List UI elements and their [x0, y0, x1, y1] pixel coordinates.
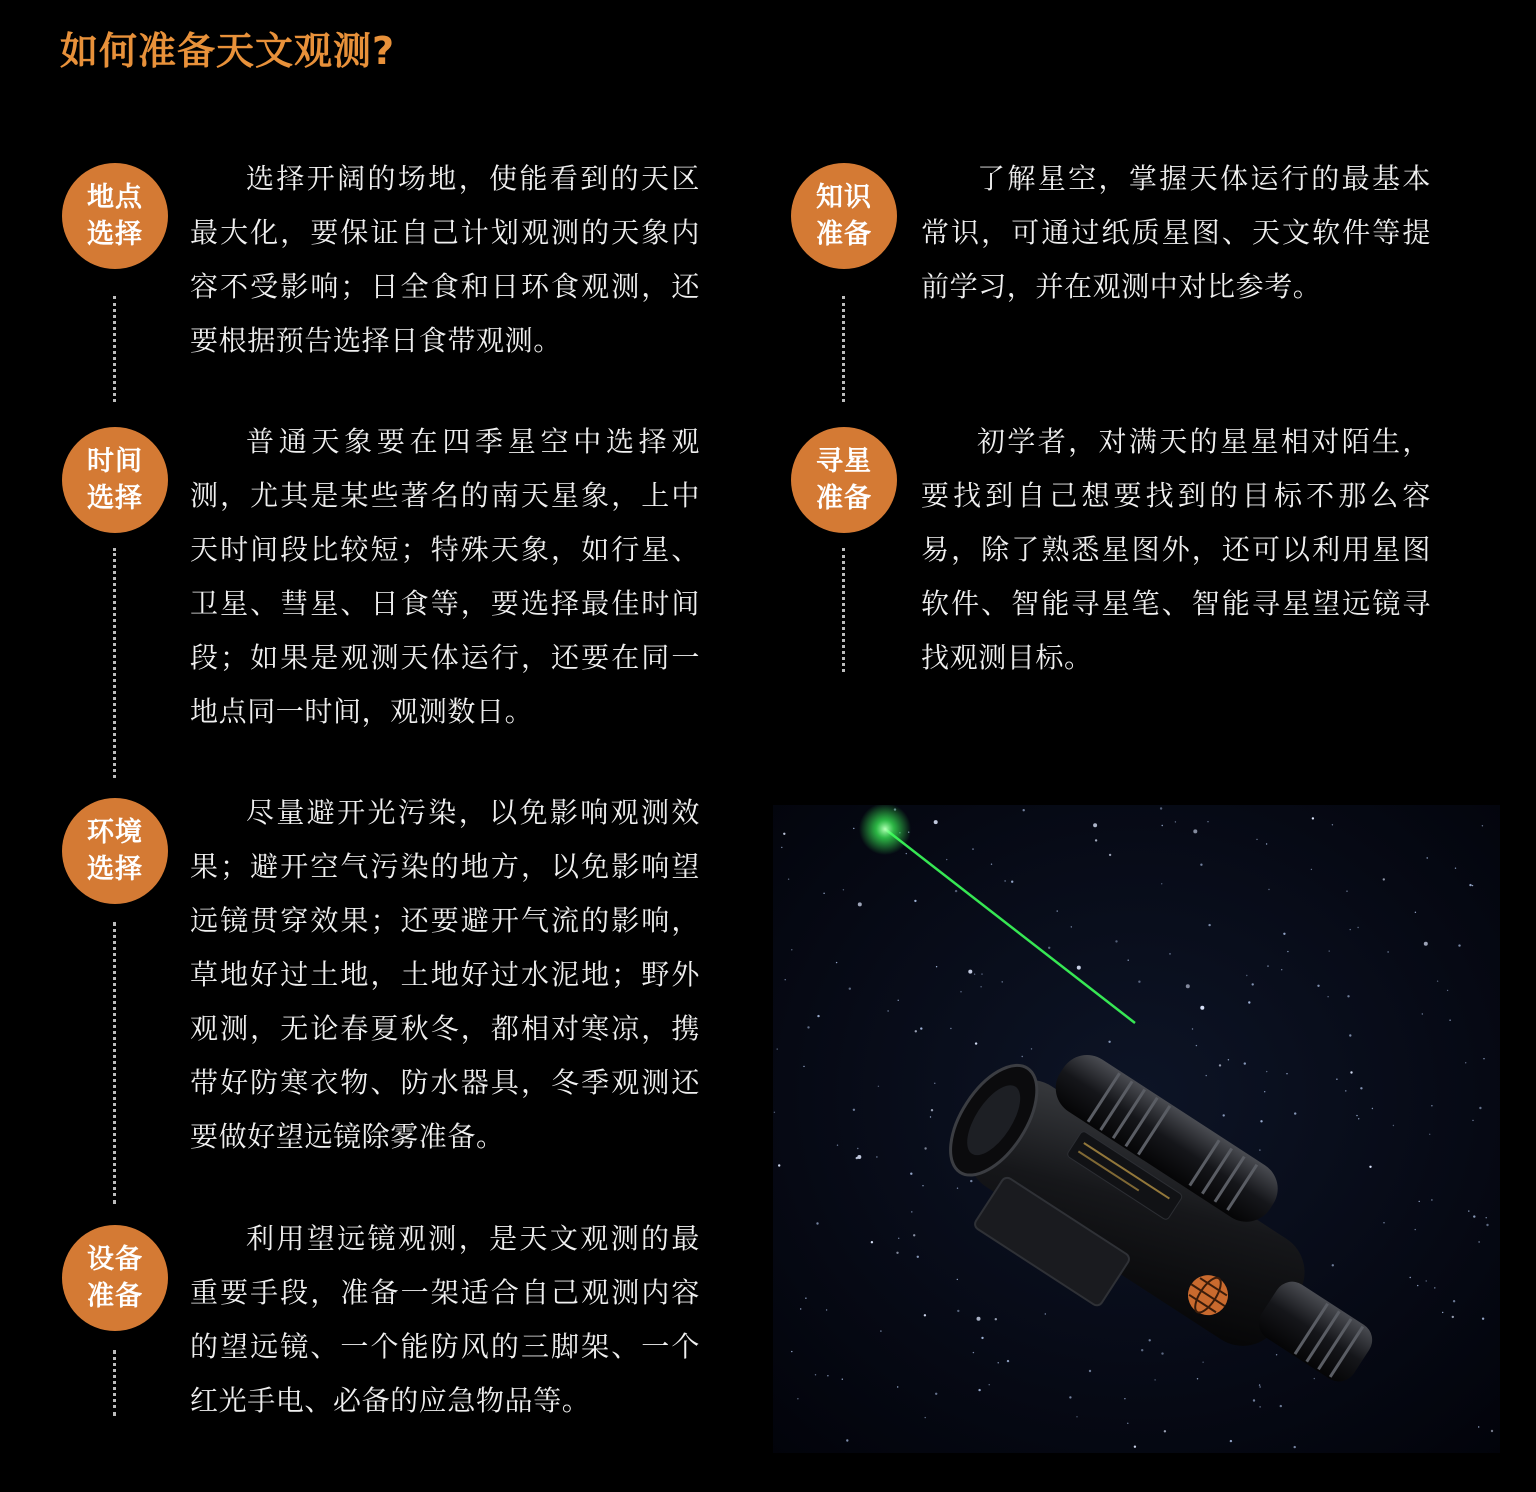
star: [1431, 1199, 1432, 1200]
star: [1473, 1215, 1475, 1217]
star: [1286, 1073, 1287, 1074]
star: [897, 1386, 898, 1387]
star: [1287, 951, 1288, 952]
star: [1294, 1446, 1296, 1448]
star: [1358, 1118, 1359, 1119]
star: [803, 1066, 804, 1067]
star: [898, 1000, 899, 1001]
star: [826, 1309, 827, 1310]
star: [1453, 1300, 1455, 1302]
star: [791, 949, 792, 950]
star: [1349, 1034, 1351, 1036]
star: [849, 988, 851, 990]
star: [1141, 1349, 1143, 1351]
star: [791, 1351, 792, 1352]
star: [920, 1027, 922, 1029]
star: [797, 1398, 798, 1399]
star: [871, 1241, 873, 1243]
star: [1393, 1125, 1394, 1126]
section-star-finding-text: 初学者，对满天的星星相对陌生，要找到自己想要找到的目标不那么容易，除了熟悉星图外，还可以利用星图软件、智能寻星笔、智能寻星望远镜寻找观测目标。: [921, 425, 1431, 674]
star: [1186, 984, 1190, 988]
star: [777, 1048, 778, 1049]
badge-knowledge: [791, 163, 897, 269]
star: [1011, 881, 1013, 883]
star: [1161, 883, 1162, 884]
star: [1482, 825, 1483, 826]
star: [853, 828, 854, 829]
badge-location: [62, 163, 168, 269]
badge-environment-line1: 环境: [87, 817, 143, 848]
star: [815, 1374, 816, 1375]
star: [989, 1384, 990, 1385]
star: [1410, 1277, 1411, 1278]
star: [1253, 1399, 1255, 1401]
badge-location-line2: 选择: [87, 219, 143, 250]
dotted-connector: [842, 296, 845, 402]
star: [1357, 927, 1358, 928]
star: [1128, 960, 1129, 961]
badge-knowledge-line1: 知识: [816, 182, 872, 213]
star: [781, 847, 782, 848]
telescope-photo: [773, 805, 1500, 1453]
star: [1268, 889, 1269, 890]
star: [1045, 1313, 1046, 1314]
star: [1486, 1217, 1487, 1218]
star: [1089, 1370, 1091, 1372]
star: [1458, 944, 1460, 946]
star: [774, 1112, 775, 1113]
star: [1360, 1087, 1362, 1089]
star: [930, 1116, 931, 1117]
star: [896, 1252, 898, 1254]
star: [1149, 1339, 1151, 1341]
star: [1200, 864, 1202, 866]
star: [1169, 953, 1170, 954]
star: [968, 970, 972, 974]
star: [1057, 910, 1058, 911]
star: [816, 1222, 818, 1224]
star: [1419, 1201, 1420, 1202]
star: [878, 1086, 879, 1087]
star: [1230, 1440, 1232, 1442]
star: [972, 848, 973, 849]
dotted-connector: [113, 296, 116, 402]
badge-star-finding: [791, 427, 897, 533]
star: [1314, 1378, 1315, 1379]
star: [1336, 1079, 1337, 1080]
star: [807, 1026, 809, 1028]
star: [1449, 1020, 1450, 1021]
star: [1115, 940, 1117, 942]
star: [843, 889, 844, 890]
star: [1281, 969, 1282, 970]
badge-time-line1: 时间: [87, 446, 143, 477]
star: [827, 1375, 828, 1376]
star: [1127, 1423, 1128, 1424]
star: [1193, 829, 1197, 833]
star: [1327, 996, 1328, 997]
star: [1280, 1405, 1282, 1407]
star: [1004, 880, 1005, 881]
badge-location-line1: 地点: [87, 182, 143, 213]
star: [1383, 1222, 1384, 1223]
star: [1259, 1386, 1260, 1387]
star: [1260, 1120, 1262, 1122]
star: [1383, 878, 1385, 880]
star: [785, 979, 786, 980]
star: [1223, 1114, 1225, 1116]
star: [1109, 854, 1111, 856]
section-environment-text: 尽量避开光污染，以免影响观测效果；避开空气污染的地方，以免影响望远镜贯穿效果；还要避开气流的影响，草地好过土地，土地好过水泥地；野外观测，无论春夏秋冬，都相对寒凉，携带好防寒衣物、防水器具，冬季观测还要做好望远镜除雾准备。: [190, 796, 700, 1153]
star: [1332, 824, 1333, 825]
star: [1372, 1108, 1373, 1109]
star: [975, 1042, 977, 1044]
star: [974, 974, 975, 975]
star: [936, 966, 937, 967]
star: [915, 1030, 917, 1032]
star: [950, 1028, 951, 1029]
star: [1345, 1090, 1346, 1091]
star: [931, 1109, 933, 1111]
star: [991, 864, 992, 865]
badge-star-finding-line1: 寻星: [816, 446, 872, 477]
star: [1022, 1056, 1023, 1057]
star: [1347, 995, 1349, 997]
star: [1175, 821, 1176, 822]
dotted-connector: [113, 1350, 116, 1416]
star: [913, 1234, 915, 1236]
star: [1069, 1396, 1071, 1398]
star: [1134, 1446, 1136, 1448]
star: [1332, 1264, 1334, 1266]
star: [924, 1314, 926, 1316]
star: [1048, 947, 1050, 949]
dotted-connector: [842, 548, 845, 672]
star: [1312, 817, 1314, 819]
star: [1138, 981, 1140, 983]
star: [960, 991, 961, 992]
star: [1452, 1316, 1454, 1318]
star: [836, 962, 837, 963]
badge-equipment: [62, 1225, 168, 1331]
star: [978, 1389, 980, 1391]
star: [1422, 1013, 1423, 1014]
star: [1491, 1430, 1493, 1432]
starfield-illustration: [773, 805, 1500, 1453]
star: [1071, 926, 1072, 927]
star: [1154, 1379, 1155, 1380]
star: [1162, 825, 1163, 826]
star: [805, 1298, 806, 1299]
star: [1244, 1062, 1246, 1064]
section-time-text: 普通天象要在四季星空中选择观测，尤其是某些著名的南天星象，上中天时间段比较短；特殊天象，如行星、卫星、彗星、日食等，要选择最佳时间段；如果是观测天体运行，还要在同一地点同一时间，观测数日。: [190, 425, 700, 728]
star: [1207, 821, 1208, 822]
star: [970, 1180, 972, 1182]
star: [1248, 1001, 1250, 1003]
laser-glow: [859, 805, 911, 855]
star: [1350, 929, 1351, 930]
star: [788, 879, 789, 880]
star: [1266, 1071, 1267, 1072]
star: [1311, 869, 1312, 870]
star: [1482, 1318, 1484, 1320]
star: [1007, 1360, 1009, 1362]
badge-equipment-line2: 准备: [87, 1281, 143, 1312]
star: [1276, 1354, 1277, 1355]
star: [1283, 933, 1285, 935]
star: [1483, 1058, 1484, 1059]
star: [957, 1279, 958, 1280]
page-title: 如何准备天文观测?: [60, 29, 396, 73]
star: [1468, 1210, 1469, 1211]
star: [1124, 1398, 1125, 1399]
star: [955, 890, 957, 892]
badge-environment-line2: 选择: [87, 854, 143, 885]
star: [998, 1362, 999, 1363]
star: [1256, 839, 1257, 840]
badge-knowledge-line2: 准备: [816, 219, 872, 250]
star: [914, 900, 916, 902]
star: [842, 1379, 843, 1380]
badge-equipment-line1: 设备: [87, 1244, 143, 1275]
star: [1267, 965, 1268, 966]
star: [911, 1211, 912, 1212]
star: [1252, 983, 1254, 985]
star: [1329, 950, 1330, 951]
star: [1002, 981, 1003, 982]
badge-environment: [62, 798, 168, 904]
star: [853, 1109, 855, 1111]
star: [876, 1156, 877, 1157]
star: [1465, 1062, 1466, 1063]
star: [1437, 981, 1438, 982]
star: [1200, 1006, 1204, 1010]
section-location-text: 选择开阔的场地，使能看到的天区最大化，要保证自己计划观测的天象内容不受影响；日全食和日环食观测，还要根据预告选择日食带观测。: [190, 162, 700, 357]
star: [1434, 1287, 1435, 1288]
star: [934, 820, 938, 824]
star: [817, 1015, 819, 1017]
star: [1426, 1280, 1427, 1281]
star: [1206, 1075, 1207, 1076]
star: [778, 1164, 780, 1166]
star: [1356, 1115, 1357, 1116]
star: [783, 833, 785, 835]
star: [1108, 1041, 1110, 1043]
star: [1160, 807, 1162, 809]
star: [1093, 823, 1097, 827]
star: [1447, 990, 1448, 991]
star: [981, 1337, 983, 1339]
star: [1415, 1229, 1416, 1230]
star: [1427, 857, 1428, 858]
star: [973, 1352, 974, 1353]
section-knowledge-text: 了解星空，掌握天体运行的最基本常识，可通过纸质星图、天文软件等提前学习，并在观测中对比参考。: [921, 162, 1431, 303]
star: [1161, 1352, 1163, 1354]
star: [922, 1185, 923, 1186]
star: [898, 1238, 899, 1239]
star: [906, 853, 907, 854]
star: [1208, 924, 1210, 926]
star: [977, 1317, 981, 1321]
star: [1486, 1224, 1488, 1226]
star: [935, 1393, 937, 1395]
dotted-connector: [113, 548, 116, 778]
star: [1197, 1378, 1198, 1379]
star: [1192, 1028, 1193, 1029]
star: [880, 1330, 881, 1331]
star: [1429, 1134, 1430, 1135]
star: [957, 1310, 959, 1312]
star: [1095, 839, 1097, 841]
star: [1077, 966, 1081, 970]
star: [858, 902, 862, 906]
star: [1259, 1384, 1260, 1385]
star: [1164, 1430, 1166, 1432]
star: [1431, 1105, 1432, 1106]
star: [924, 1147, 926, 1149]
star: [1266, 843, 1267, 844]
star: [1228, 1059, 1229, 1060]
star: [857, 1148, 858, 1149]
star: [1350, 1071, 1352, 1073]
star: [1417, 1285, 1418, 1286]
badge-star-finding-line2: 准备: [816, 483, 872, 514]
star: [1472, 885, 1473, 886]
star: [946, 859, 947, 860]
star: [1469, 884, 1471, 886]
star: [1424, 942, 1428, 946]
star: [934, 1083, 935, 1084]
star: [910, 1173, 912, 1175]
star: [1415, 912, 1416, 913]
star: [981, 973, 982, 974]
star: [925, 1417, 926, 1418]
star: [1294, 1112, 1296, 1114]
star: [1455, 868, 1456, 869]
star: [1031, 1048, 1032, 1049]
star: [1259, 1406, 1260, 1407]
star: [1369, 1166, 1371, 1168]
star: [1478, 1241, 1479, 1242]
dotted-connector: [113, 922, 116, 1204]
star: [1472, 1120, 1473, 1121]
star: [1264, 1091, 1265, 1092]
star: [887, 1010, 888, 1011]
badge-time-line2: 选择: [87, 483, 143, 514]
star: [1317, 985, 1319, 987]
star: [980, 986, 981, 987]
star: [1196, 1045, 1197, 1046]
star: [837, 1145, 838, 1146]
star: [1246, 975, 1247, 976]
star: [1387, 951, 1388, 952]
star: [1076, 1416, 1077, 1417]
star: [1479, 1107, 1481, 1109]
star: [995, 1318, 997, 1320]
star: [917, 1256, 919, 1258]
section-equipment-text: 利用望远镜观测，是天文观测的最重要手段，准备一架适合自己观测内容的望远镜、一个能防风的三脚架、一个红光手电、必备的应急物品等。: [190, 1222, 700, 1417]
star: [1259, 1149, 1260, 1150]
star: [800, 1308, 801, 1309]
star: [1442, 1312, 1443, 1313]
star: [957, 1188, 958, 1189]
star: [1478, 1426, 1479, 1427]
star: [856, 1157, 858, 1159]
star: [1202, 1362, 1203, 1363]
star: [846, 1439, 848, 1441]
star: [823, 893, 824, 894]
badge-time: [62, 427, 168, 533]
star: [1346, 891, 1347, 892]
star: [1219, 1064, 1221, 1066]
star: [1023, 809, 1025, 811]
